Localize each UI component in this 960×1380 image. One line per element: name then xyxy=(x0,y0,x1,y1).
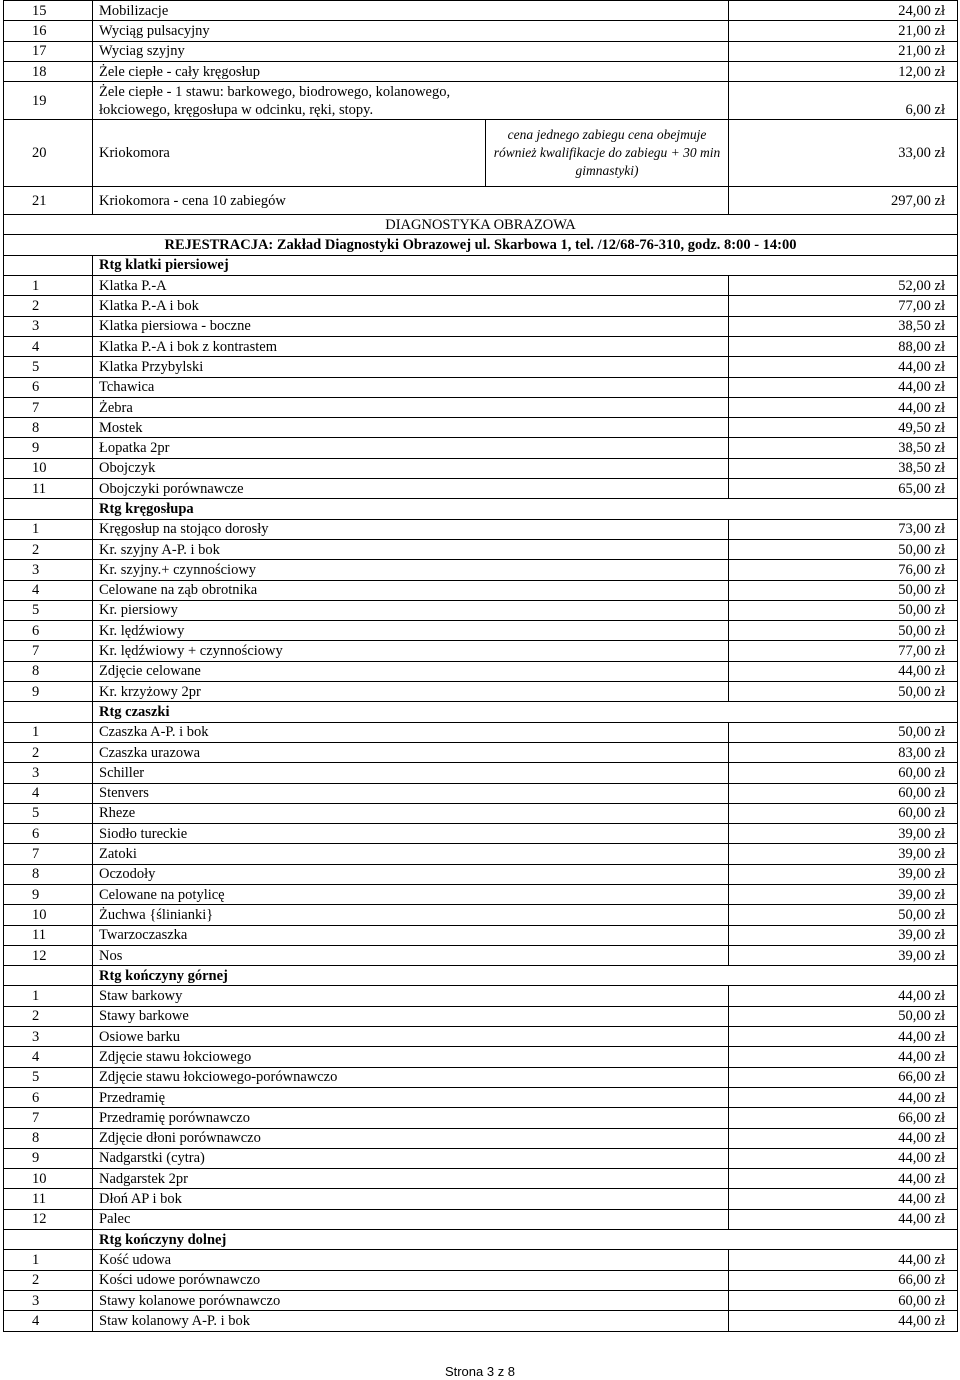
section-title: Rtg kręgosłupa xyxy=(93,499,958,519)
table-row xyxy=(4,824,958,844)
service-price: 88,00 zł xyxy=(729,336,958,356)
service-price: 49,50 zł xyxy=(729,418,958,438)
diagnostics-title: DIAGNOSTYKA OBRAZOWA xyxy=(4,215,958,235)
service-name: Staw kolanowy A-P. i bok xyxy=(93,1311,729,1331)
row-number: 2 xyxy=(4,1006,93,1026)
service-price: 44,00 zł xyxy=(729,1027,958,1047)
price-list-body xyxy=(4,1,958,1332)
table-row xyxy=(4,418,958,438)
service-name: Zatoki xyxy=(93,844,729,864)
service-name: Siodło tureckie xyxy=(93,824,729,844)
service-name: Zdjęcie dłoni porównawczo xyxy=(93,1128,729,1148)
row-number: 6 xyxy=(4,377,93,397)
service-price: 60,00 zł xyxy=(729,1290,958,1310)
table-row xyxy=(4,661,958,681)
service-price: 52,00 zł xyxy=(729,276,958,296)
table-row xyxy=(4,357,958,377)
row-number: 12 xyxy=(4,1209,93,1229)
row-number: 10 xyxy=(4,905,93,925)
service-name: Żebra xyxy=(93,397,729,417)
service-price: 44,00 zł xyxy=(729,397,958,417)
table-row xyxy=(4,187,958,215)
table-row xyxy=(4,803,958,823)
service-name: Nos xyxy=(93,945,729,965)
service-name: Klatka P.-A i bok z kontrastem xyxy=(93,336,729,356)
row-number: 18 xyxy=(4,61,93,81)
row-number: 11 xyxy=(4,479,93,499)
service-price: 297,00 zł xyxy=(729,187,958,215)
service-name: Zdjęcie stawu łokciowego xyxy=(93,1047,729,1067)
row-number: 4 xyxy=(4,1311,93,1331)
row-number: 6 xyxy=(4,824,93,844)
row-number: 9 xyxy=(4,438,93,458)
table-row xyxy=(4,458,958,478)
table-row xyxy=(4,1209,958,1229)
row-number: 9 xyxy=(4,884,93,904)
row-number: 15 xyxy=(4,1,93,21)
section-spacer xyxy=(4,255,93,275)
service-name: Żuchwa {ślinianki} xyxy=(93,905,729,925)
table-row xyxy=(4,1087,958,1107)
table-row xyxy=(4,641,958,661)
service-price: 44,00 zł xyxy=(729,1148,958,1168)
service-price: 60,00 zł xyxy=(729,803,958,823)
table-row xyxy=(4,438,958,458)
service-name: Kriokomora xyxy=(93,120,486,187)
row-number: 10 xyxy=(4,1169,93,1189)
row-number: 5 xyxy=(4,600,93,620)
row-number: 17 xyxy=(4,41,93,61)
service-price: 60,00 zł xyxy=(729,763,958,783)
row-number: 2 xyxy=(4,1270,93,1290)
service-name: Kriokomora - cena 10 zabiegów xyxy=(93,187,729,215)
row-number: 2 xyxy=(4,296,93,316)
row-number: 4 xyxy=(4,1047,93,1067)
service-name: Celowane na ząb obrotnika xyxy=(93,580,729,600)
service-name: Kość udowa xyxy=(93,1250,729,1270)
service-name: Kręgosłup na stojąco dorosły xyxy=(93,519,729,539)
section-heading-row xyxy=(4,255,958,275)
table-row xyxy=(4,1148,958,1168)
service-name: Kr. szyjny A-P. i bok xyxy=(93,539,729,559)
row-number: 9 xyxy=(4,682,93,702)
section-spacer xyxy=(4,702,93,722)
service-price: 38,50 zł xyxy=(729,458,958,478)
section-heading-row xyxy=(4,215,958,235)
row-number: 3 xyxy=(4,316,93,336)
service-name: Kości udowe porównawczo xyxy=(93,1270,729,1290)
service-name: Czaszka urazowa xyxy=(93,742,729,762)
row-number: 6 xyxy=(4,1087,93,1107)
service-price: 44,00 zł xyxy=(729,1169,958,1189)
table-row xyxy=(4,1047,958,1067)
row-number: 11 xyxy=(4,1189,93,1209)
service-price: 12,00 zł xyxy=(729,61,958,81)
service-name: Mobilizacje xyxy=(93,1,729,21)
table-row xyxy=(4,682,958,702)
table-row xyxy=(4,82,958,120)
row-number: 8 xyxy=(4,1128,93,1148)
service-price: 39,00 zł xyxy=(729,945,958,965)
service-price: 50,00 zł xyxy=(729,1006,958,1026)
service-name: Tchawica xyxy=(93,377,729,397)
row-number: 1 xyxy=(4,276,93,296)
service-name xyxy=(93,82,729,120)
service-name: Zdjęcie celowane xyxy=(93,661,729,681)
service-name: Klatka Przybylski xyxy=(93,357,729,377)
service-name: Palec xyxy=(93,1209,729,1229)
service-name: Kr. krzyżowy 2pr xyxy=(93,682,729,702)
service-price: 39,00 zł xyxy=(729,844,958,864)
section-title: Rtg czaszki xyxy=(93,702,958,722)
table-row xyxy=(4,41,958,61)
row-number: 2 xyxy=(4,742,93,762)
service-price: 21,00 zł xyxy=(729,21,958,41)
service-name: Oczodoły xyxy=(93,864,729,884)
service-price: 50,00 zł xyxy=(729,682,958,702)
row-number: 1 xyxy=(4,1250,93,1270)
service-price: 50,00 zł xyxy=(729,580,958,600)
service-price: 44,00 zł xyxy=(729,357,958,377)
section-heading-row xyxy=(4,499,958,519)
service-name: Nadgarstek 2pr xyxy=(93,1169,729,1189)
section-heading-row xyxy=(4,235,958,255)
service-name: Kr. piersiowy xyxy=(93,600,729,620)
table-row xyxy=(4,783,958,803)
section-spacer xyxy=(4,499,93,519)
service-price: 44,00 zł xyxy=(729,377,958,397)
row-number: 10 xyxy=(4,458,93,478)
row-number: 3 xyxy=(4,763,93,783)
row-number: 5 xyxy=(4,803,93,823)
service-price: 50,00 zł xyxy=(729,722,958,742)
service-name: Celowane na potylicę xyxy=(93,884,729,904)
service-price: 44,00 zł xyxy=(729,1250,958,1270)
table-row xyxy=(4,722,958,742)
service-name-line: łokciowego, kręgosłupa w odcinku, ręki, stopy. xyxy=(99,101,374,118)
service-name: Rheze xyxy=(93,803,729,823)
service-price: 39,00 zł xyxy=(729,925,958,945)
table-row xyxy=(4,1128,958,1148)
service-name: Żele ciepłe - cały kręgosłup xyxy=(93,61,729,81)
price-list-table xyxy=(3,0,958,1332)
section-title: Rtg klatki piersiowej xyxy=(93,255,958,275)
table-row xyxy=(4,1250,958,1270)
row-number: 11 xyxy=(4,925,93,945)
row-number: 3 xyxy=(4,560,93,580)
service-price: 38,50 zł xyxy=(729,316,958,336)
service-name: Stenvers xyxy=(93,783,729,803)
service-price: 33,00 zł xyxy=(729,120,958,187)
table-row xyxy=(4,1189,958,1209)
table-row xyxy=(4,1311,958,1331)
service-price: 44,00 zł xyxy=(729,1087,958,1107)
service-price: 6,00 zł xyxy=(729,82,958,120)
service-price: 50,00 zł xyxy=(729,600,958,620)
service-name: Wyciąg pulsacyjny xyxy=(93,21,729,41)
service-price: 66,00 zł xyxy=(729,1108,958,1128)
row-number: 8 xyxy=(4,661,93,681)
service-name: Łopatka 2pr xyxy=(93,438,729,458)
table-row xyxy=(4,986,958,1006)
table-row xyxy=(4,1290,958,1310)
service-name: Klatka P.-A i bok xyxy=(93,296,729,316)
table-row xyxy=(4,844,958,864)
row-number: 8 xyxy=(4,418,93,438)
service-name: Klatka piersiowa - boczne xyxy=(93,316,729,336)
row-number: 4 xyxy=(4,580,93,600)
service-name: Obojczyk xyxy=(93,458,729,478)
service-price: 60,00 zł xyxy=(729,783,958,803)
row-number: 7 xyxy=(4,844,93,864)
table-row xyxy=(4,397,958,417)
service-price: 77,00 zł xyxy=(729,296,958,316)
service-price: 24,00 zł xyxy=(729,1,958,21)
service-price: 73,00 zł xyxy=(729,519,958,539)
table-row xyxy=(4,1006,958,1026)
row-number: 5 xyxy=(4,357,93,377)
row-number: 2 xyxy=(4,539,93,559)
service-price: 66,00 zł xyxy=(729,1067,958,1087)
service-name: Czaszka A-P. i bok xyxy=(93,722,729,742)
table-row xyxy=(4,519,958,539)
service-price: 44,00 zł xyxy=(729,1209,958,1229)
service-price: 50,00 zł xyxy=(729,905,958,925)
service-price: 83,00 zł xyxy=(729,742,958,762)
section-heading-row xyxy=(4,702,958,722)
table-row xyxy=(4,61,958,81)
service-price: 44,00 zł xyxy=(729,661,958,681)
row-number: 19 xyxy=(4,82,93,120)
row-number: 5 xyxy=(4,1067,93,1087)
service-name: Zdjęcie stawu łokciowego-porównawczo xyxy=(93,1067,729,1087)
table-row xyxy=(4,925,958,945)
service-name: Przedramię xyxy=(93,1087,729,1107)
service-price: 65,00 zł xyxy=(729,479,958,499)
row-number: 7 xyxy=(4,641,93,661)
row-number: 9 xyxy=(4,1148,93,1168)
section-spacer xyxy=(4,1230,93,1250)
service-name: Klatka P.-A xyxy=(93,276,729,296)
table-row xyxy=(4,1108,958,1128)
row-number: 7 xyxy=(4,1108,93,1128)
table-row xyxy=(4,276,958,296)
table-row xyxy=(4,479,958,499)
row-number: 4 xyxy=(4,336,93,356)
table-row xyxy=(4,763,958,783)
row-number: 1 xyxy=(4,519,93,539)
table-row xyxy=(4,884,958,904)
row-number: 12 xyxy=(4,945,93,965)
table-row xyxy=(4,1169,958,1189)
row-number: 7 xyxy=(4,397,93,417)
service-price: 39,00 zł xyxy=(729,864,958,884)
table-row xyxy=(4,945,958,965)
service-name: Staw barkowy xyxy=(93,986,729,1006)
row-number: 3 xyxy=(4,1027,93,1047)
section-title: Rtg kończyny górnej xyxy=(93,966,958,986)
service-price: 44,00 zł xyxy=(729,1311,958,1331)
table-row xyxy=(4,539,958,559)
service-name: Mostek xyxy=(93,418,729,438)
table-row xyxy=(4,21,958,41)
service-name: Kr. lędźwiowy + czynnościowy xyxy=(93,641,729,661)
row-number: 20 xyxy=(4,120,93,187)
service-name: Kr. szyjny.+ czynnościowy xyxy=(93,560,729,580)
registration-info: REJESTRACJA: Zakład Diagnostyki Obrazowej ul. Skarbowa 1, tel. /12/68-76-310, godz. 8:00 - 14:00 xyxy=(4,235,958,255)
table-row xyxy=(4,120,958,187)
service-name: Wyciag szyjny xyxy=(93,41,729,61)
service-price: 77,00 zł xyxy=(729,641,958,661)
service-name: Stawy barkowe xyxy=(93,1006,729,1026)
service-name: Przedramię porównawczo xyxy=(93,1108,729,1128)
service-name: Dłoń AP i bok xyxy=(93,1189,729,1209)
service-note: cena jednego zabiegu cena obejmuje również kwalifikacje do zabiegu + 30 min gimnastyki) xyxy=(486,120,729,187)
service-price: 66,00 zł xyxy=(729,1270,958,1290)
service-price: 21,00 zł xyxy=(729,41,958,61)
service-name: Kr. lędźwiowy xyxy=(93,621,729,641)
service-name: Nadgarstki (cytra) xyxy=(93,1148,729,1168)
table-row xyxy=(4,905,958,925)
service-price: 50,00 zł xyxy=(729,621,958,641)
service-name: Osiowe barku xyxy=(93,1027,729,1047)
service-price: 76,00 zł xyxy=(729,560,958,580)
service-price: 44,00 zł xyxy=(729,1189,958,1209)
table-row xyxy=(4,296,958,316)
table-row xyxy=(4,1,958,21)
table-row xyxy=(4,377,958,397)
section-heading-row xyxy=(4,1230,958,1250)
row-number: 1 xyxy=(4,722,93,742)
row-number: 4 xyxy=(4,783,93,803)
service-name: Obojczyki porównawcze xyxy=(93,479,729,499)
service-price: 38,50 zł xyxy=(729,438,958,458)
page-number: Strona 3 z 8 xyxy=(444,1364,516,1379)
service-name-line: Żele ciepłe - 1 stawu: barkowego, biodrowego, kolanowego, xyxy=(99,83,451,100)
service-price: 50,00 zł xyxy=(729,539,958,559)
service-name: Schiller xyxy=(93,763,729,783)
service-price: 39,00 zł xyxy=(729,824,958,844)
service-price: 44,00 zł xyxy=(729,1128,958,1148)
service-name: Twarzoczaszka xyxy=(93,925,729,945)
table-row xyxy=(4,316,958,336)
table-row xyxy=(4,580,958,600)
service-name: Stawy kolanowe porównawczo xyxy=(93,1290,729,1310)
table-row xyxy=(4,1067,958,1087)
section-title: Rtg kończyny dolnej xyxy=(93,1230,958,1250)
section-heading-row xyxy=(4,966,958,986)
table-row xyxy=(4,864,958,884)
row-number: 1 xyxy=(4,986,93,1006)
table-row xyxy=(4,1027,958,1047)
table-row xyxy=(4,621,958,641)
table-row xyxy=(4,600,958,620)
table-row xyxy=(4,742,958,762)
service-price: 44,00 zł xyxy=(729,986,958,1006)
section-spacer xyxy=(4,966,93,986)
row-number: 21 xyxy=(4,187,93,215)
row-number: 8 xyxy=(4,864,93,884)
table-row xyxy=(4,560,958,580)
service-price: 44,00 zł xyxy=(729,1047,958,1067)
table-row xyxy=(4,1270,958,1290)
table-row xyxy=(4,336,958,356)
row-number: 6 xyxy=(4,621,93,641)
service-price: 39,00 zł xyxy=(729,884,958,904)
row-number: 16 xyxy=(4,21,93,41)
row-number: 3 xyxy=(4,1290,93,1310)
